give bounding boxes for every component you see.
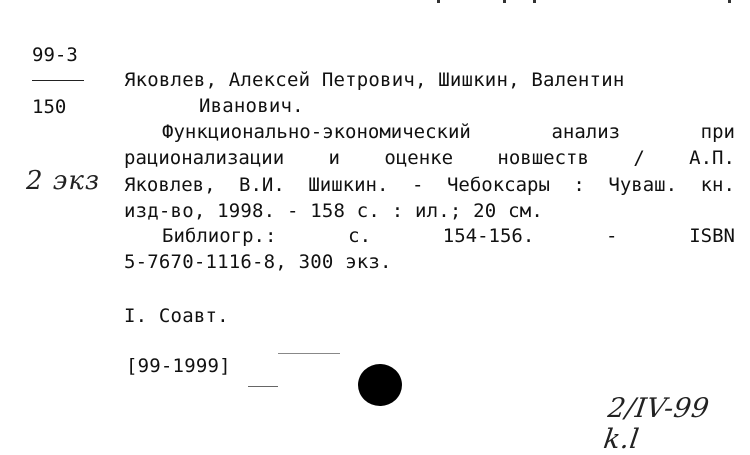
note-word: 154-156. bbox=[442, 225, 535, 247]
author-heading-line2: Иванович. bbox=[199, 95, 304, 117]
author-mark: 150 bbox=[32, 96, 67, 118]
title-word: В.И. bbox=[239, 174, 285, 196]
top-edge-mark bbox=[728, 0, 731, 3]
title-line-1 bbox=[162, 121, 735, 143]
call-number-divider bbox=[32, 80, 84, 81]
title-word: и bbox=[328, 147, 340, 169]
class-code: 99-3 bbox=[32, 44, 78, 66]
title-word: оценке bbox=[384, 147, 454, 169]
record-number: [99-1999] bbox=[126, 355, 231, 377]
tracing: I. Соавт. bbox=[124, 305, 229, 327]
isbn-line: 5-7670-1116-8, 300 экз. bbox=[124, 251, 392, 273]
title-word: / bbox=[633, 147, 645, 169]
title-word: анализ bbox=[551, 121, 621, 143]
handwritten-copies-note: 2 экз bbox=[26, 166, 101, 196]
title-word: А.П. bbox=[689, 147, 735, 169]
title-word: новшеств bbox=[497, 147, 589, 169]
note-word: Библиогр.: bbox=[162, 225, 277, 247]
imprint-line: изд-во, 1998. - 158 с. : ил.; 20 см. bbox=[124, 200, 544, 222]
title-line-2 bbox=[124, 147, 735, 169]
top-edge-mark bbox=[533, 0, 536, 3]
note-word: с. bbox=[348, 225, 372, 247]
title-word: рационализации bbox=[124, 147, 285, 169]
handwritten-date: 2/IV-99 k.l bbox=[601, 393, 712, 455]
top-edge-mark bbox=[503, 0, 506, 3]
pencil-mark bbox=[278, 353, 340, 354]
punch-hole-icon bbox=[358, 364, 402, 406]
title-word: Функционально-экономический bbox=[162, 121, 471, 143]
pencil-mark bbox=[248, 386, 278, 387]
title-line-3 bbox=[124, 174, 735, 196]
title-word: Яковлев, bbox=[124, 174, 216, 196]
note-word: ISBN bbox=[689, 225, 735, 247]
title-word: Чебоксары bbox=[446, 174, 550, 196]
title-word: Чуваш. bbox=[608, 174, 678, 196]
author-heading-line1: Яковлев, Алексей Петрович, Шишкин, Валентин bbox=[124, 69, 625, 91]
top-edge-mark bbox=[437, 0, 440, 3]
notes-line-1 bbox=[162, 225, 735, 247]
title-word: Шишкин. bbox=[308, 174, 389, 196]
title-word: - bbox=[411, 174, 424, 196]
title-word: кн. bbox=[700, 174, 735, 196]
title-word: : bbox=[573, 174, 585, 196]
note-word: - bbox=[606, 225, 618, 247]
title-word: при bbox=[700, 121, 735, 143]
